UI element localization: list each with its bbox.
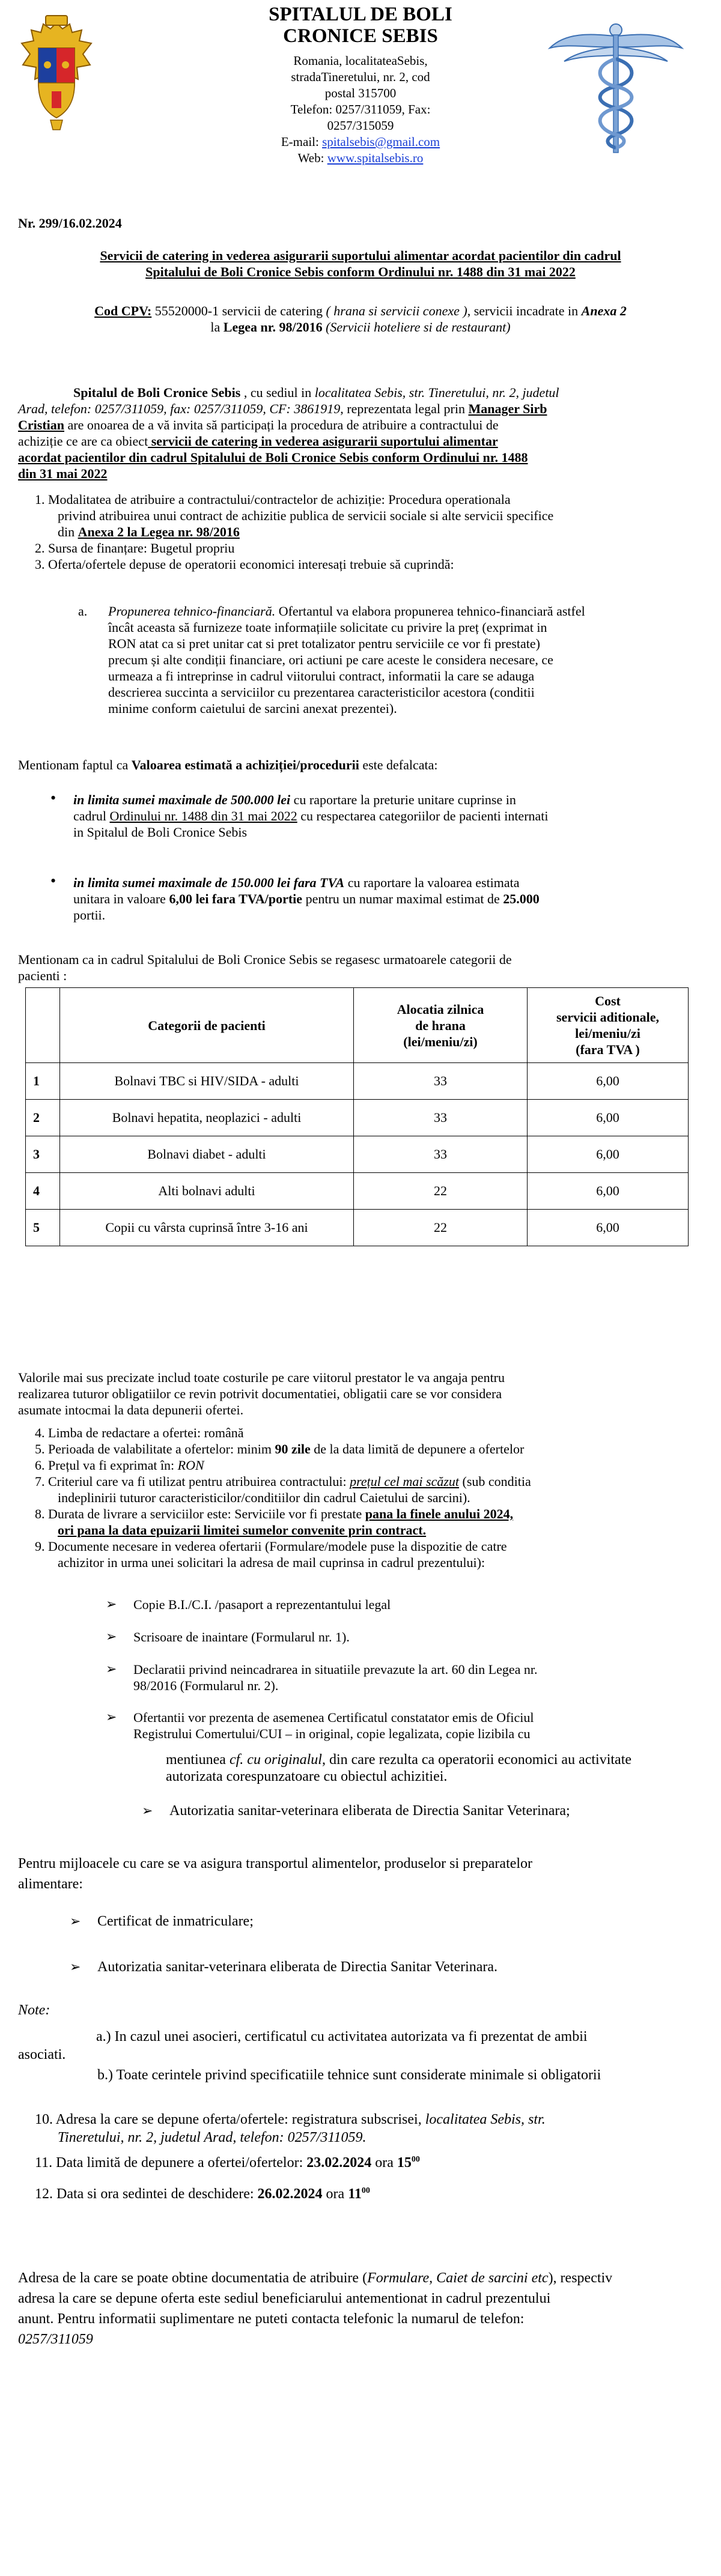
- table-row: [26, 1173, 689, 1210]
- intro-text: achiziție ce are ca obiect: [18, 434, 148, 449]
- row-number: 4: [26, 1173, 60, 1210]
- deadline-minutes: 00: [411, 2155, 420, 2164]
- phone-line: Telefon: 0257/311059, Fax:: [290, 102, 431, 117]
- bullet-text: unitara in valoare: [73, 891, 169, 906]
- cpv-line2-a: la: [210, 320, 224, 335]
- row-category: Alti bolnavi adulti: [60, 1173, 354, 1210]
- award-criterion: prețul cel mai scăzut: [350, 1474, 460, 1489]
- table-row: [26, 1100, 689, 1136]
- opening-minutes: 00: [361, 2186, 370, 2195]
- header-line: Alocatia zilnica: [397, 1001, 484, 1017]
- address-italic: localitatea Sebis, str.: [425, 2112, 546, 2127]
- cpv-line2-b: (Servicii hoteliere si de restaurant): [322, 320, 511, 335]
- contact-block: [225, 53, 496, 166]
- opening-date: 26.02.2024: [257, 2186, 323, 2202]
- bullet-order-ref: Ordinului nr. 1488 din 31 mai 2022: [109, 808, 297, 823]
- deadline-line: [35, 2155, 420, 2171]
- delivery-deadline: ori pana la data epuizarii limitei sumelor convenite prin contract.: [58, 1523, 427, 1538]
- web-label: Web:: [297, 151, 327, 165]
- cpv-block: [18, 303, 703, 335]
- list-item: 1. Modalitatea de atribuire a contractului/contractelor de achiziție: Procedura operationala: [35, 492, 511, 507]
- row-number: 3: [26, 1136, 60, 1173]
- deadline-date: 23.02.2024: [306, 2155, 372, 2171]
- column-header-allocation: [354, 988, 528, 1063]
- footer-text: Adresa de la care se poate obtine documentatia de atribuire (: [18, 2270, 368, 2286]
- list-item: 4. Limba de redactare a ofertei: română: [35, 1425, 244, 1440]
- doc-item: Scrisoare de inaintare (Formularul nr. 1).: [133, 1629, 350, 1644]
- intro-address: localitatea Sebis, str. Tineretului, nr. 2, judetul: [314, 385, 559, 400]
- list-item: 3. Oferta/ofertele depuse de operatorii economici interesați trebuie să cuprindă:: [35, 557, 454, 572]
- row-allocation: 22: [354, 1173, 528, 1210]
- estimated-text: Mentionam faptul ca: [18, 757, 132, 772]
- bullet-text: portii.: [73, 908, 106, 923]
- doc-item-line: Registrului Comertului/CUI – in original, copie legalizata, copie lizibila cu: [133, 1726, 531, 1741]
- list-item: 2. Sursa de finanțare: Bugetul propriu: [35, 541, 235, 556]
- doc-item: Autorizatia sanitar-veterinara eliberata de Directia Sanitar Veterinara;: [169, 1803, 570, 1819]
- row-allocation: 33: [354, 1136, 528, 1173]
- cpv-annex: Anexa 2: [581, 303, 627, 318]
- subject-line-2: Spitalului de Boli Cronice Sebis conform Ordinului nr. 1488 din 31 mai 2022: [145, 264, 576, 279]
- delivery-deadline: pana la finele anului 2024,: [365, 1506, 514, 1521]
- note-label: Note:: [18, 2002, 50, 2018]
- table-header-row: [26, 988, 689, 1063]
- doc-item-line: 98/2016 (Formularul nr. 2).: [133, 1678, 279, 1693]
- intro-object: servicii de catering in vederea asigurarii suportului alimentar: [148, 434, 498, 449]
- offer-a-text: descrierea succinta a serviciilor cu prezentarea caracteristicilor acestora (conditii: [108, 685, 535, 700]
- offer-a-block: [78, 603, 703, 717]
- estimated-label: Valoarea estimată a achiziției/procedurii: [131, 757, 359, 772]
- list-item-text: 6. Prețul va fi exprimat în:: [35, 1458, 178, 1473]
- note-line: a.) In cazul unei asocieri, certificatul cu activitatea autorizata va fi prezentat de ambii: [96, 2029, 588, 2044]
- bullet-text: cadrul: [73, 808, 110, 823]
- table-row: [26, 1210, 689, 1246]
- offer-a-marker: a.: [78, 604, 88, 619]
- doc-item-line: Ofertantii vor prezenta de asemenea Certificatul constatator emis de Oficiul: [133, 1710, 534, 1725]
- row-category: Bolnavi hepatita, neoplazici - adulti: [60, 1100, 354, 1136]
- estimated-value-line: [18, 757, 438, 773]
- email-label: E-mail:: [281, 135, 323, 149]
- offer-a-text: încât aceasta să furnizeze toate informațiile solicitate cu privire la preț (exprimat in: [108, 620, 547, 635]
- transport-line: Pentru mijloacele cu care se va asigura transportul alimentelor, produselor si preparatelor: [18, 1856, 533, 1871]
- row-cost: 6,00: [528, 1063, 689, 1100]
- bullet-icon: •: [50, 789, 56, 807]
- bullet-portions: 25.000: [503, 891, 540, 906]
- footer-text: ), respectiv: [548, 2270, 613, 2286]
- offer-a-title: Propunerea tehnico-financiară.: [108, 604, 276, 619]
- validity-days: 90 zile: [275, 1441, 311, 1456]
- footer-paragraph: [18, 2268, 703, 2350]
- intro-manager: Manager Sirb: [468, 401, 547, 416]
- bullet-price: 6,00 lei fara TVA/portie: [169, 891, 303, 906]
- address-line-2: stradaTineretului, nr. 2, cod: [291, 70, 430, 84]
- intro-text: , reprezentata legal prin: [340, 401, 469, 416]
- final-list: [35, 2111, 703, 2147]
- transport-item: Certificat de inmatriculare;: [97, 1914, 254, 1929]
- list-item-text: 11. Data limită de depunere a ofertei/ofertelor:: [35, 2155, 307, 2171]
- row-number: 2: [26, 1100, 60, 1136]
- transport-intro: [18, 1853, 703, 1894]
- row-number: 5: [26, 1210, 60, 1246]
- address-line-3: postal 315700: [324, 86, 397, 100]
- subject-line-1: Servicii de catering in vederea asigurarii suportului alimentar acordat pacientilor din cadrul: [100, 248, 621, 263]
- header-line: servicii aditionale,: [556, 1010, 660, 1025]
- row-allocation: 33: [354, 1063, 528, 1100]
- transport-line: alimentare:: [18, 1876, 83, 1892]
- law-reference: Anexa 2 la Legea nr. 98/2016: [78, 524, 240, 539]
- row-category: Bolnavi diabet - adulti: [60, 1136, 354, 1173]
- cpv-label: Cod CPV:: [94, 303, 152, 318]
- estimated-text: este defalcata:: [359, 757, 438, 772]
- arrow-bullet-icon: ➢: [106, 1629, 117, 1644]
- list-item-text: 5. Perioada de valabilitate a ofertelor: minim: [35, 1441, 275, 1456]
- values-line: realizarea tuturor obligatiilor ce revin potrivit documentatiei, obligatii care se vor considera: [18, 1386, 502, 1401]
- column-header-cost: [528, 988, 689, 1063]
- values-paragraph: [18, 1369, 703, 1418]
- cpv-rest: , servicii incadrate in: [467, 303, 582, 318]
- footer-text: anunt. Pentru informatii suplimentare ne puteti contacta telefonic la numarul de telefon:: [18, 2311, 525, 2327]
- list-item-text: 7. Criteriul care va fi utilizat pentru atribuirea contractului:: [35, 1474, 350, 1489]
- web-line: [225, 150, 496, 166]
- intro-manager-name: Cristian: [18, 417, 64, 432]
- intro-contact: Arad, telefon: 0257/311059, fax: 0257/311059, CF: 3861919: [18, 401, 341, 416]
- bullet-icon: •: [50, 872, 56, 889]
- row-cost: 6,00: [528, 1173, 689, 1210]
- bullet-text: pentru un numar maximal estimat de: [302, 891, 503, 906]
- row-cost: 6,00: [528, 1210, 689, 1246]
- list-item-text: ora: [322, 2186, 348, 2202]
- doc-item: [133, 1709, 703, 1742]
- categories-intro-line: pacienti :: [18, 968, 67, 983]
- footer-italic: Formulare, Caiet de sarcini etc: [367, 2270, 549, 2286]
- offer-a-text: Ofertantul va elabora propunerea tehnico-financiară astfel: [275, 604, 585, 619]
- list-item-text: din: [58, 524, 78, 539]
- list-item-text: achizitor in urma unei solicitari la adresa de mail cuprinsa in cadrul prezentului):: [58, 1555, 485, 1570]
- column-header-category: Categorii de pacienti: [60, 988, 354, 1063]
- intro-text: are onoarea de a vă invita să participați la procedura de atribuire a contractului de: [64, 417, 499, 432]
- intro-object: din 31 mai 2022: [18, 466, 108, 481]
- column-header-nr: [26, 988, 60, 1063]
- footer-phone: 0257/311059: [18, 2332, 93, 2347]
- doc-item: [133, 1661, 703, 1694]
- intro-paragraph: [18, 384, 703, 482]
- footer-text: adresa la care se depune oferta este sediul beneficiarului antementionat in cadrul prezentului: [18, 2291, 551, 2306]
- cpv-code: 55520000-1 servicii de catering: [151, 303, 326, 318]
- header-line: de hrana: [415, 1017, 466, 1033]
- currency: RON: [177, 1458, 204, 1473]
- bullet-emphasis: in limita sumei maximale de 150.000 lei fara TVA: [73, 875, 345, 890]
- table-row: [26, 1063, 689, 1100]
- arrow-bullet-icon: ➢: [106, 1596, 117, 1611]
- list-item-text: 10. Adresa la care se depune oferta/ofertele: registratura subscrisei,: [35, 2112, 425, 2127]
- header-line: (fara TVA ): [576, 1042, 640, 1057]
- doc-item: Copie B.I./C.I. /pasaport a reprezentantului legal: [133, 1597, 391, 1612]
- categories-intro: [18, 951, 703, 984]
- cpv-note: ( hrana si servicii conexe ): [326, 303, 467, 318]
- bullet-emphasis: in limita sumei maximale de 500.000 lei: [73, 792, 291, 807]
- note-a: [18, 2028, 703, 2064]
- row-allocation: 33: [354, 1100, 528, 1136]
- transport-item: Autorizatia sanitar-veterinara eliberata de Directia Sanitar Veterinara.: [97, 1959, 498, 1975]
- offer-a-text: urmeaza a fi intreprinse in cadrul viitorului contract, informatii la care se adauga: [108, 668, 535, 683]
- row-category: Copii cu vârsta cuprinsă între 3-16 ani: [60, 1210, 354, 1246]
- doc-item-text: autorizata corespunzatoare cu obiectul achizitiei.: [166, 1769, 448, 1784]
- doc-item-text: , din care rezulta ca operatorii economici au activitate: [321, 1752, 632, 1768]
- note-b: b.) Toate cerintele privind specificatiile tehnice sunt considerate minimale si obligatorii: [97, 2067, 601, 2083]
- address-italic: Tineretului, nr. 2, judetul Arad, telefon: 0257/311059.: [58, 2130, 367, 2145]
- intro-text: , cu sediul in: [240, 385, 315, 400]
- table-row: [26, 1136, 689, 1173]
- bullet-text: cu raportare la valoarea estimata: [344, 875, 520, 890]
- address-line-1: Romania, localitateaSebis,: [293, 53, 428, 68]
- cpv-law: Legea nr. 98/2016: [223, 320, 323, 335]
- categories-intro-line: Mentionam ca in cadrul Spitalului de Boli Cronice Sebis se regasesc urmatoarele categorii de: [18, 952, 512, 967]
- arrow-bullet-icon: ➢: [70, 1959, 81, 1974]
- header-line: (lei/meniu/zi): [403, 1034, 478, 1049]
- row-category: Bolnavi TBC si HIV/SIDA - adulti: [60, 1063, 354, 1100]
- bullet-text: in Spitalul de Boli Cronice Sebis: [73, 825, 248, 840]
- doc-item-line: Declaratii privind neincadrarea in situatiile prevazute la art. 60 din Legea nr.: [133, 1662, 538, 1677]
- arrow-bullet-icon: ➢: [70, 1914, 81, 1929]
- doc-item-text: mentiunea: [166, 1752, 230, 1768]
- list-item-text: indeplinirii tuturor caracteristicilor/conditiilor din cadrul Caietului de sarcini).: [58, 1490, 470, 1505]
- web-link[interactable]: www.spitalsebis.ro: [327, 151, 424, 165]
- values-line: asumate intocmai la data depunerii ofertei.: [18, 1402, 244, 1417]
- list-item-text: de la data limită de depunere a ofertelor: [310, 1441, 525, 1456]
- deadline-hour: 15: [397, 2155, 412, 2171]
- offer-a-text: RON atat ca si pret unitar cat si pret totalizator pentru serviciile ce vor fi prestate): [108, 636, 540, 651]
- bullet-text: cu respectarea categoriilor de pacienti internati: [297, 808, 549, 823]
- email-line: [225, 134, 496, 150]
- row-allocation: 22: [354, 1210, 528, 1246]
- values-line: Valorile mai sus precizate includ toate costurile pe care viitorul prestator le va angaja pentru: [18, 1370, 505, 1385]
- row-cost: 6,00: [528, 1136, 689, 1173]
- subject-title: [18, 247, 703, 280]
- bullet-item-2: [73, 874, 703, 923]
- row-number: 1: [26, 1063, 60, 1100]
- offer-a-text: minime conform caietului de sarcini anexat prezentei).: [108, 701, 397, 716]
- intro-object: acordat pacientilor din cadrul Spitalului de Boli Cronice Sebis conform Ordinului nr. 1488: [18, 450, 528, 465]
- row-cost: 6,00: [528, 1100, 689, 1136]
- list-item-text: 8. Durata de livrare a serviciilor este: Serviciile vor fi prestate: [35, 1506, 365, 1521]
- doc-item-continuation: [166, 1751, 695, 1785]
- title-line-2: CRONICE SEBIS: [283, 25, 438, 47]
- fax-line: 0257/315059: [327, 118, 394, 133]
- doc-item-italic: cf. cu originalul: [229, 1752, 322, 1768]
- procedure-list: [35, 491, 703, 572]
- list-item-text: 12. Data si ora sedintei de deschidere:: [35, 2186, 258, 2202]
- opening-hour: 11: [348, 2186, 362, 2202]
- bullet-text: cu raportare la preturie unitare cuprinse in: [290, 792, 516, 807]
- patient-categories-table: [25, 987, 689, 1246]
- email-link[interactable]: spitalsebis@gmail.com: [322, 135, 440, 149]
- intro-hospital: Spitalul de Boli Cronice Sebis: [73, 385, 241, 400]
- arrow-bullet-icon: ➢: [106, 1661, 117, 1676]
- hospital-name: [0, 4, 721, 47]
- list-item: 9. Documente necesare in vederea ofertarii (Formulare/modele puse la dispozitie de catre: [35, 1539, 507, 1554]
- note-line: asociati.: [18, 2047, 66, 2062]
- header-line: Cost: [595, 993, 621, 1008]
- arrow-bullet-icon: ➢: [142, 1803, 153, 1818]
- conditions-list: [35, 1425, 703, 1571]
- list-item-text: (sub conditia: [459, 1474, 531, 1489]
- document-number: Nr. 299/16.02.2024: [18, 216, 122, 231]
- header-line: lei/meniu/zi: [575, 1026, 640, 1041]
- list-item-text: ora: [371, 2155, 397, 2171]
- bullet-item-1: [73, 792, 703, 840]
- title-line-1: SPITALUL DE BOLI: [269, 4, 452, 25]
- offer-a-text: precum și alte condiții financiare, ori actiuni pe care aceste le considera necesare, ce: [108, 652, 553, 667]
- opening-line: [35, 2186, 370, 2202]
- arrow-bullet-icon: ➢: [106, 1709, 117, 1724]
- list-item: privind atribuirea unui contract de achizitie publica de servicii sociale si alte servicii specifice: [58, 508, 554, 523]
